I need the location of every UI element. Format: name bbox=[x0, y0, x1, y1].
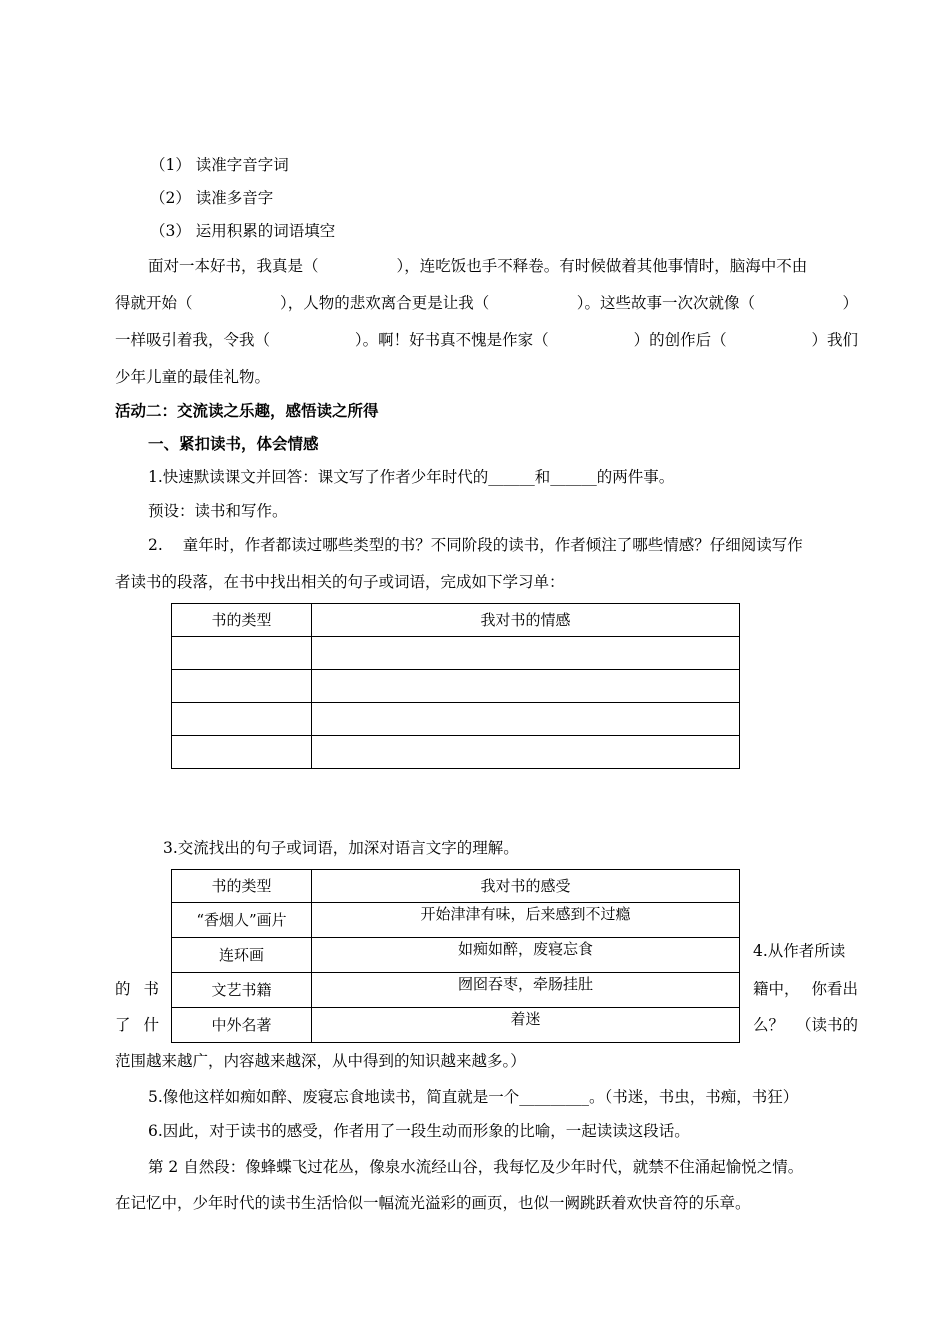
fill-paragraph-line-3: 一样吸引着我，令我（ ）。啊！好书真不愧是作家（ ）的创作后（ ）我们 bbox=[115, 331, 858, 349]
empty-cell[interactable] bbox=[312, 736, 740, 769]
empty-cell[interactable] bbox=[312, 703, 740, 736]
empty-cell[interactable] bbox=[172, 637, 312, 670]
table-row bbox=[172, 973, 740, 1008]
paragraph-2-line-1: 第 2 自然段：像蜂蝶飞过花丛，像泉水流经山谷，我每忆及少年时代，就禁不住涌起愉悦之情。 bbox=[148, 1158, 804, 1176]
item-1: （1） 读准字音字词 bbox=[150, 156, 289, 174]
header-cell: 我对书的感受 bbox=[312, 870, 740, 903]
feeling-cell: 如痴如醉，废寝忘食 bbox=[312, 938, 740, 973]
item-3: （3） 运用积累的词语填空 bbox=[150, 222, 336, 240]
feeling-cell: 囫囵吞枣，牵肠挂肚 bbox=[312, 973, 740, 1008]
question-2-line-2: 者读书的段落，在书中找出相关的句子或词语，完成如下学习单： bbox=[115, 573, 565, 591]
worksheet-table-1 bbox=[171, 603, 740, 769]
table-row bbox=[172, 1008, 740, 1043]
preset-answer: 预设：读书和写作。 bbox=[148, 502, 288, 520]
empty-cell[interactable] bbox=[312, 670, 740, 703]
table-row bbox=[172, 938, 740, 973]
table-row bbox=[172, 670, 740, 703]
table-header-row bbox=[172, 604, 740, 637]
question-4-right-2: 籍中， 你看出 bbox=[753, 980, 858, 998]
table-header-row bbox=[172, 870, 740, 903]
fill-paragraph-line-2: 得就开始（ ），人物的悲欢离合更是让我（ ）。这些故事一次次就像（ ） bbox=[115, 294, 858, 312]
empty-cell[interactable] bbox=[172, 670, 312, 703]
empty-cell[interactable] bbox=[172, 703, 312, 736]
header-cell: 书的类型 bbox=[172, 870, 312, 903]
empty-cell[interactable] bbox=[312, 637, 740, 670]
question-5: 5.像他这样如痴如醉、废寝忘食地读书，简直就是一个_________。（书迷，书虫，书痴，书狂） bbox=[148, 1088, 799, 1106]
book-type-cell: “香烟人”画片 bbox=[172, 903, 312, 938]
book-type-cell: 中外名著 bbox=[172, 1008, 312, 1043]
book-type-cell: 文艺书籍 bbox=[172, 973, 312, 1008]
fill-paragraph-line-1: 面对一本好书，我真是（ ），连吃饭也手不释卷。有时候做着其他事情时，脑海中不由 bbox=[148, 257, 808, 275]
header-cell: 书的类型 bbox=[172, 604, 312, 637]
header-cell: 我对书的情感 bbox=[312, 604, 740, 637]
section-1-heading: 一、紧扣读书，体会情感 bbox=[148, 434, 319, 453]
question-6: 6.因此，对于读书的感受，作者用了一段生动而形象的比喻，一起读读这段话。 bbox=[148, 1122, 690, 1140]
question-4-left-3: 了 什 bbox=[115, 1016, 159, 1034]
table-row bbox=[172, 637, 740, 670]
feeling-cell: 着迷 bbox=[312, 1008, 740, 1043]
question-1: 1.快速默读课文并回答：课文写了作者少年时代的______和______的两件事。 bbox=[148, 468, 675, 486]
table-row bbox=[172, 736, 740, 769]
question-2-line-1: 2. 童年时，作者都读过哪些类型的书？不同阶段的读书，作者倾注了哪些情感？仔细阅读写作 bbox=[148, 536, 803, 554]
empty-cell[interactable] bbox=[172, 736, 312, 769]
table-row bbox=[172, 703, 740, 736]
feeling-cell: 开始津津有味，后来感到不过瘾 bbox=[312, 903, 740, 938]
item-2: （2） 读准多音字 bbox=[150, 189, 274, 207]
question-4-line-4: 范围越来越广，内容越来越深，从中得到的知识越来越多。） bbox=[115, 1052, 526, 1070]
question-4-right-3: 么？ （读书的 bbox=[753, 1016, 858, 1034]
worksheet-table-2 bbox=[171, 869, 740, 1043]
book-type-cell: 连环画 bbox=[172, 938, 312, 973]
question-4-left-2: 的 书 bbox=[115, 980, 159, 998]
question-3: 3.交流找出的句子或词语，加深对语言文字的理解。 bbox=[163, 839, 519, 857]
fill-paragraph-line-4: 少年儿童的最佳礼物。 bbox=[115, 368, 271, 386]
activity-2-heading: 活动二：交流读之乐趣，感悟读之所得 bbox=[115, 401, 379, 420]
table-row bbox=[172, 903, 740, 938]
paragraph-2-line-2: 在记忆中，少年时代的读书生活恰似一幅流光溢彩的画页，也似一阙跳跃着欢快音符的乐章。 bbox=[115, 1194, 751, 1212]
question-4-right-1: 4.从作者所读 bbox=[753, 942, 846, 960]
